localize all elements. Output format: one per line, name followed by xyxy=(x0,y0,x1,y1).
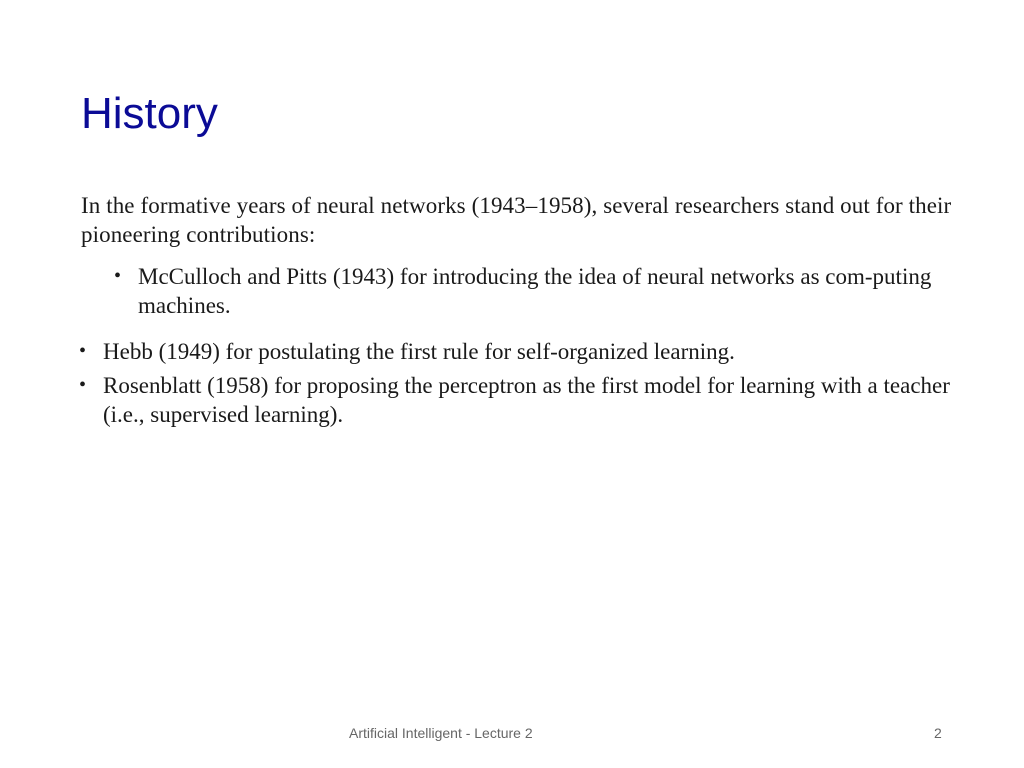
list-item-text: Hebb (1949) for postulating the first rule for self-organized learning. xyxy=(103,339,735,364)
list-item-hebb xyxy=(77,337,967,366)
slide-title: History xyxy=(81,89,218,138)
intro-paragraph: In the formative years of neural networks (1943–1958), several researchers stand out for their pioneering contributions: xyxy=(81,193,952,247)
bullet-icon: • xyxy=(79,374,87,396)
list-item-rosenblatt xyxy=(77,371,967,429)
list-item-text: McCulloch and Pitts (1943) for introducing the idea of neural networks as com-puting machines. xyxy=(138,264,932,318)
inner-bullet-list xyxy=(112,262,972,325)
footer-lecture-label: Artificial Intelligent - Lecture 2 xyxy=(349,725,533,741)
page-number: 2 xyxy=(934,725,942,741)
bullet-icon: • xyxy=(114,265,122,287)
bullet-icon: • xyxy=(79,340,87,362)
list-item-mcculloch-pitts xyxy=(112,262,972,320)
list-item-text: Rosenblatt (1958) for proposing the perceptron as the first model for learning with a teacher (i.e., supervised learning). xyxy=(103,373,950,427)
outer-bullet-list xyxy=(77,337,967,434)
